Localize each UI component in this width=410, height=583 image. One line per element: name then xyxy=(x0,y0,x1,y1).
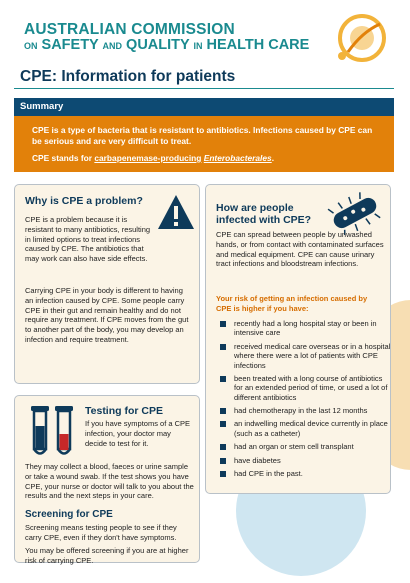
list-item: an indwelling medical device currently in place (such as a catheter) xyxy=(220,419,392,438)
how-paragraph-1: CPE can spread between people by unwashed hands, or from contact with contaminated surfaces and medical equipment. CPE can cause urinary tract infections and bloodstream infections. xyxy=(216,230,384,269)
list-item: recently had a long hospital stay or been in intensive care xyxy=(220,319,392,338)
commission-logo-icon xyxy=(330,12,390,66)
risk-heading: Your risk of getting an infection caused by CPE is higher if you have: xyxy=(216,294,368,313)
commission-logo xyxy=(24,22,309,53)
logo-line1: AUSTRALIAN COMMISSION xyxy=(24,21,235,38)
testing-heading: Testing for CPE xyxy=(85,405,163,417)
list-item: had an organ or stem cell transplant xyxy=(220,442,392,451)
screening-paragraph-2: You may be offered screening if you are at higher risk of carrying CPE. xyxy=(25,546,189,565)
why-heading: Why is CPE a problem? xyxy=(25,195,143,207)
list-item: received medical care overseas or in a hospital where there were a lot of patients with CPE infections xyxy=(220,342,392,370)
page-title: CPE: Information for patients xyxy=(20,68,236,85)
summary-paragraph-2: CPE stands for carbapenemase-producing Enterobacterales. xyxy=(32,153,275,163)
screening-heading: Screening for CPE xyxy=(25,509,113,520)
testing-paragraph-2: They may collect a blood, faeces or urine sample or take a wound swab. If the test shows you have CPE, your nurse or doctor will talk to you about the results and the next steps in your care. xyxy=(25,462,194,501)
title-divider xyxy=(14,88,394,89)
summary-heading: Summary xyxy=(20,101,64,112)
warning-icon xyxy=(157,193,195,231)
summary-heading-bar xyxy=(14,98,394,116)
list-item: had chemotherapy in the last 12 months xyxy=(220,406,392,415)
list-item: had CPE in the past. xyxy=(220,469,392,478)
summary-box xyxy=(14,116,394,172)
screening-paragraph-1: Screening means testing people to see if they carry CPE, even if they don't have symptoms. xyxy=(25,523,177,542)
risk-list xyxy=(220,319,392,482)
logo-line2: ON SAFETY AND QUALITY IN HEALTH CARE xyxy=(24,37,310,54)
list-item: been treated with a long course of antibiotics for an extended period of time, or used a lot of different antibiotics xyxy=(220,374,392,402)
how-heading: How are people infected with CPE? xyxy=(216,202,312,227)
why-paragraph-1: CPE is a problem because it is resistant to many antibiotics, resulting in limited options to treat infections caused by CPE. The antibiotics that may work can also have side effects. xyxy=(25,215,151,263)
list-item: have diabetes xyxy=(220,456,392,465)
summary-paragraph-1: CPE is a type of bacteria that is resistant to antibiotics. Infections caused by CPE can be serious and are very difficult to treat. xyxy=(32,125,373,147)
test-tubes-icon xyxy=(27,404,77,460)
testing-paragraph-1: If you have symptoms of a CPE infection, your doctor may decide to test for it. xyxy=(85,419,191,448)
why-paragraph-2: Carrying CPE in your body is different to having an infection caused by CPE. Some people carry CPE in their gut and remain healthy and do not require any treatment. If CPE moves from the gut to another part of the body, you may develop an infection and require treatment. xyxy=(25,286,189,344)
bacteria-icon xyxy=(324,191,386,235)
how-infected-card xyxy=(205,184,391,494)
testing-card xyxy=(14,395,200,563)
why-cpe-card xyxy=(14,184,200,384)
